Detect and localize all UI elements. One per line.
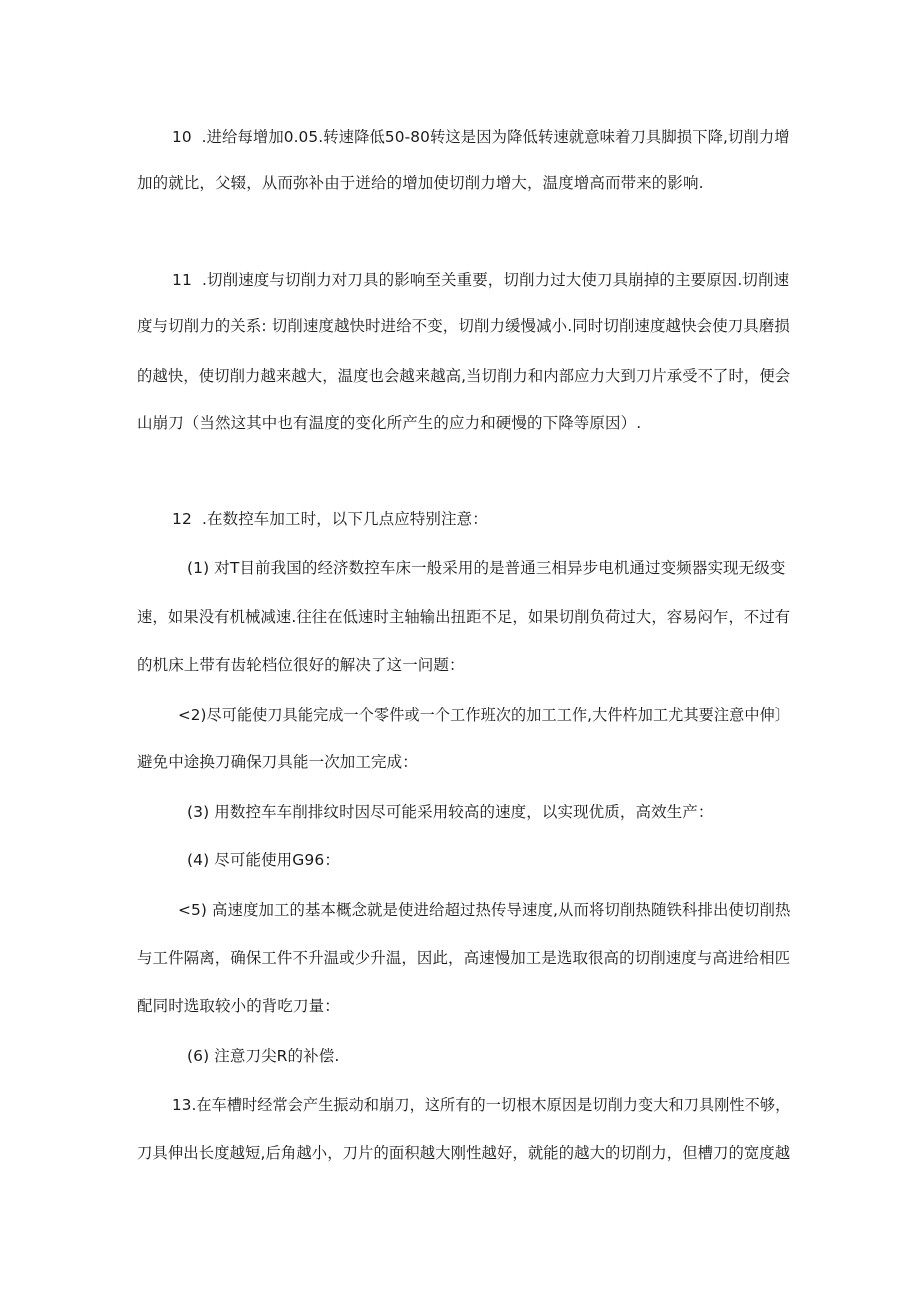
text-line: 加的就比，父辍，从而弥补由于迸给的增加使切削力增大，温度增高而带来的影响. (137, 174, 704, 192)
text-line: <5) 高速度加工的基本概念就是使进给超过热传导速度,从而将切削热随铁科排出使切削热 (178, 901, 791, 919)
text-line: 10 .进给每增加0.05.转速降低50-80转这是因为降低转速就意味着刀具脚损下降,切削力增 (172, 128, 790, 146)
text-line: 山崩刀（当然这其中也有温度的变化所产生的应力和硬慢的下降等原因）. (137, 414, 642, 432)
text-line: 12 .在数控车加工时，以下几点应特别注意： (172, 510, 488, 528)
text-line: 与工件隔离，确保工件不升温或少升温，因此，高速慢加工是选取很高的切削速度与高进给相匹 (137, 949, 791, 967)
text-line: 的机床上带有齿轮档位很好的解决了这一问题： (137, 656, 465, 674)
text-line: 配同时选取较小的背吃刀量： (137, 997, 340, 1015)
text-line: 13.在车槽时经常会产生振动和崩刀，这所有的一切根木原因是切削力变大和刀具刚性不够， (172, 1096, 791, 1114)
text-line: (3) 用数控车车削排纹时因尽可能采用较高的速度，以实现优质，高效生产： (187, 803, 714, 821)
text-line: 11 .切削速度与切削力对刀具的影响至关重要，切削力过大使刀具崩掉的主要原因.切削速 (172, 271, 790, 289)
text-line: (1) 对T目前我国的经济数控车床一般采用的是普通三相异步电机通过变频器实现无级变 (187, 559, 786, 577)
text-line: 速，如果没有机械减速.往往在低速时主轴输出扭距不足，如果切削负荷过大，容易闷乍，不过有 (137, 608, 791, 626)
text-line: (4) 尽可能使用G96： (187, 851, 340, 869)
text-line: <2)尽可能使刀具能完成一个零件或一个工作班次的加工工作,大件杵加工尤其要注意中伸〕 (178, 706, 791, 724)
text-line: 的越快，使切削力越来越大，温度也会越来越高,当切削力和内部应力大到刀片承受不了时，便会 (137, 367, 791, 385)
text-line: 刀具伸出长度越短,后角越小，刀片的面积越大刚性越好，就能的越大的切削力，但槽刀的宽度越 (137, 1144, 791, 1162)
text-line: 度与切削力的关系: 切削速度越快时进给不变，切削力缓慢减小.同时切削速度越快会使刀具磨损 (137, 317, 790, 335)
text-line: (6) 注意刀尖R的补偿. (187, 1047, 340, 1065)
text-line: 避免中途换刀确保刀具能一次加工完成： (137, 753, 418, 771)
